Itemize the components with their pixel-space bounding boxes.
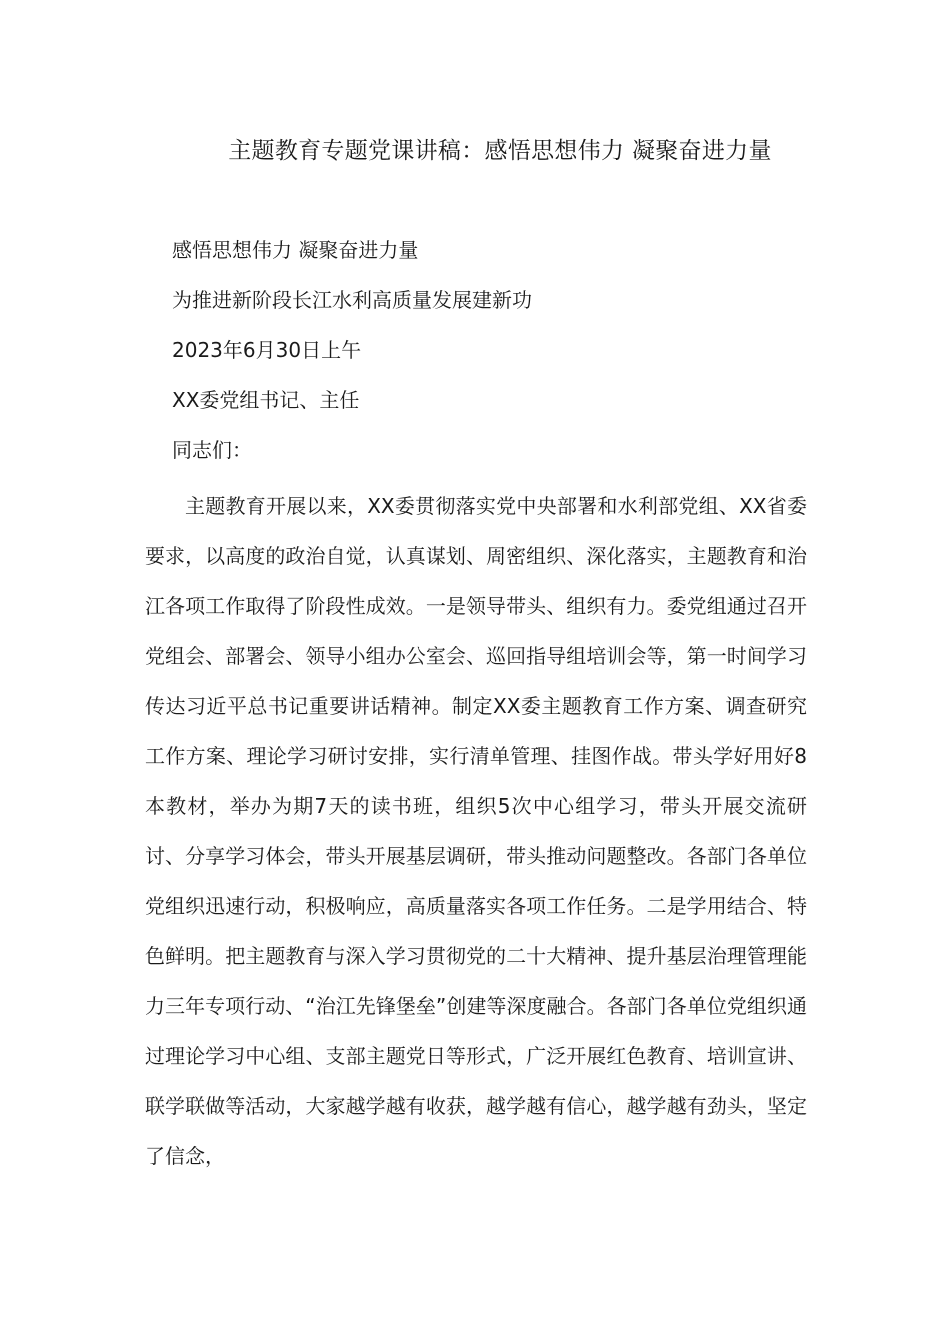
document-title: 主题教育专题党课讲稿：感悟思想伟力 凝聚奋进力量 <box>228 138 772 164</box>
speaker-line: XX委党组书记、主任 <box>172 388 360 412</box>
subtitle-line-2: 为推进新阶段长江水利高质量发展建新功 <box>172 288 532 312</box>
salutation-line: 同志们： <box>172 438 252 462</box>
date-line: 2023年6月30日上午 <box>172 338 362 362</box>
body-paragraph: 主题教育开展以来，XX委贯彻落实党中央部署和水利部党组、XX省委要求，以高度的政治自觉，认真谋划、周密组织、深化落实，主题教育和治江各项工作取得了阶段性成效。一是领导带头、组织有力。委党组通过召开党组会、部署会、领导小组办公室会、巡回指导组培训会等，第一时间学习传达习近平总书记重要讲话精神。制定XX委主题教育工作方案、调查研究工作方案、理论学习研讨安排，实行清单管理、挂图作战。带头学好用好8本教材，举办为期7天的读书班，组织5次中心组学习，带头开展交流研讨、分享学习体会，带头开展基层调研，带头推动问题整改。各部门各单位党组织迅速行动，积极响应，高质量落实各项工作任务。二是学用结合、特色鲜明。把主题教育与深入学习贯彻党的二十大精神、提升基层治理管理能力三年专项行动、“治江先锋堡垒”创建等深度融合。各部门各单位党组织通过理论学习中心组、支部主题党日等形式，广泛开展红色教育、培训宣讲、联学联做等活动，大家越学越有收获，越学越有信心，越学越有劲头，坚定了信念， <box>145 494 807 1168</box>
subtitle-line: 感悟思想伟力 凝聚奋进力量 <box>172 238 419 262</box>
